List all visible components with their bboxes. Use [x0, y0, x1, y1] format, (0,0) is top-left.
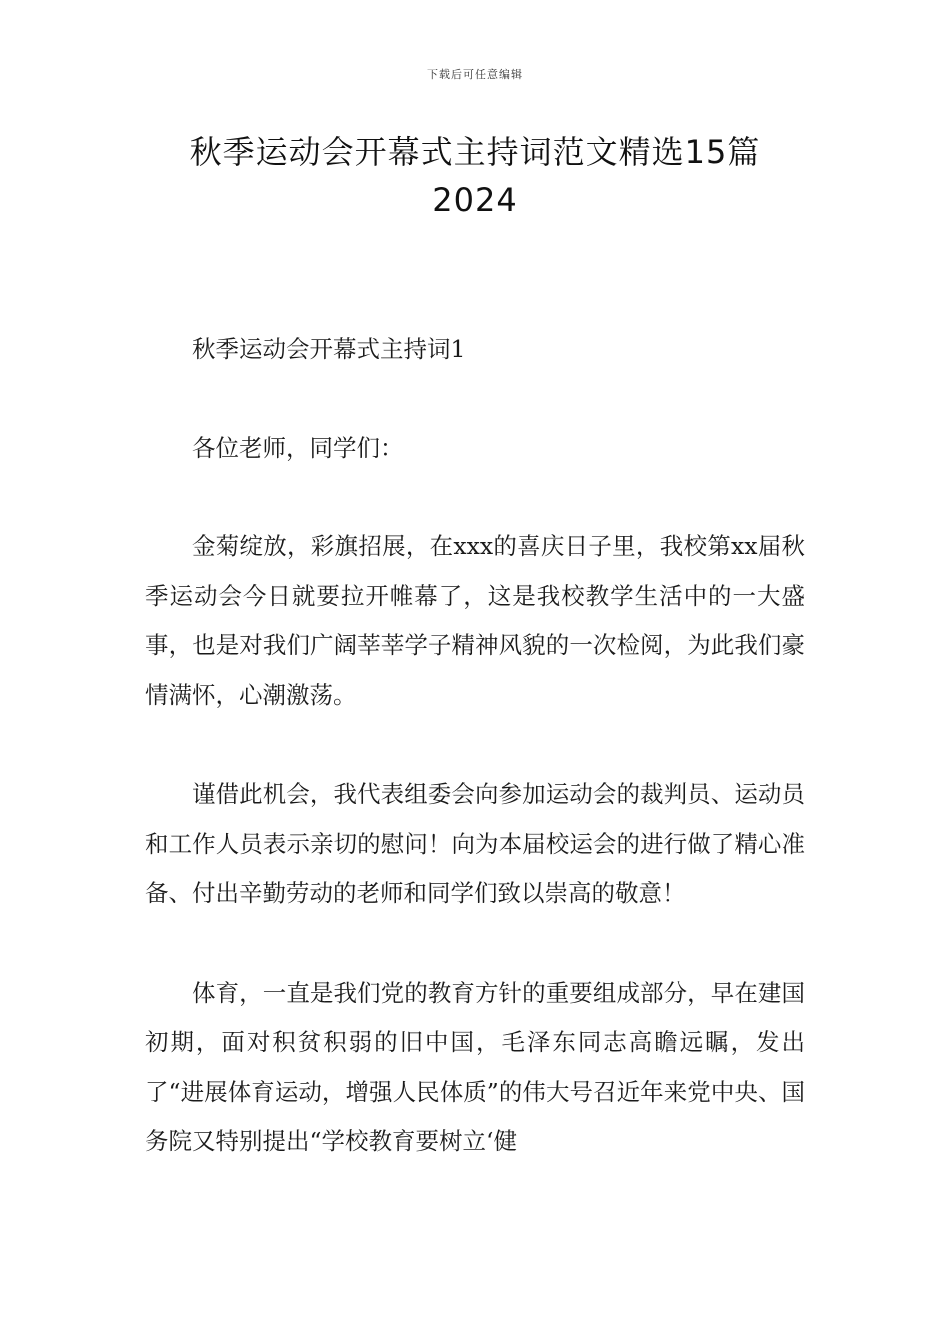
section-heading: 秋季运动会开幕式主持词1 [192, 335, 466, 363]
body-paragraph: 金菊绽放，彩旗招展，在xxx的喜庆日子里，我校第xx届秋季运动会今日就要拉开帷幕了，这是我校教学生活中的一大盛事，也是对我们广阔莘莘学子精神风貌的一次检阅，为此我们豪情满怀，心潮激荡。 [145, 532, 805, 709]
body-paragraph: 谨借此机会，我代表组委会向参加运动会的裁判员、运动员和工作人员表示亲切的慰问！向为本届校运会的进行做了精心准备、付出辛勤劳动的老师和同学们致以崇高的敬意！ [145, 780, 805, 907]
body-paragraph: 体育，一直是我们党的教育方针的重要组成部分，早在建国初期，面对积贫积弱的旧中国，毛泽东同志高瞻远瞩，发出了“进展体育运动，增强人民体质”的伟大号召近年来党中央、国务院又特别提出“学校教育要树立‘健 [145, 978, 805, 1155]
salutation-paragraph: 各位老师，同学们： [192, 433, 404, 462]
page-header-note: 下载后可任意编辑 [427, 68, 523, 81]
title-line-1: 秋季运动会开幕式主持词范文精选15篇 [189, 133, 761, 171]
title-line-2: 2024 [432, 181, 518, 219]
document-title [145, 128, 805, 224]
document-body [145, 325, 805, 1167]
